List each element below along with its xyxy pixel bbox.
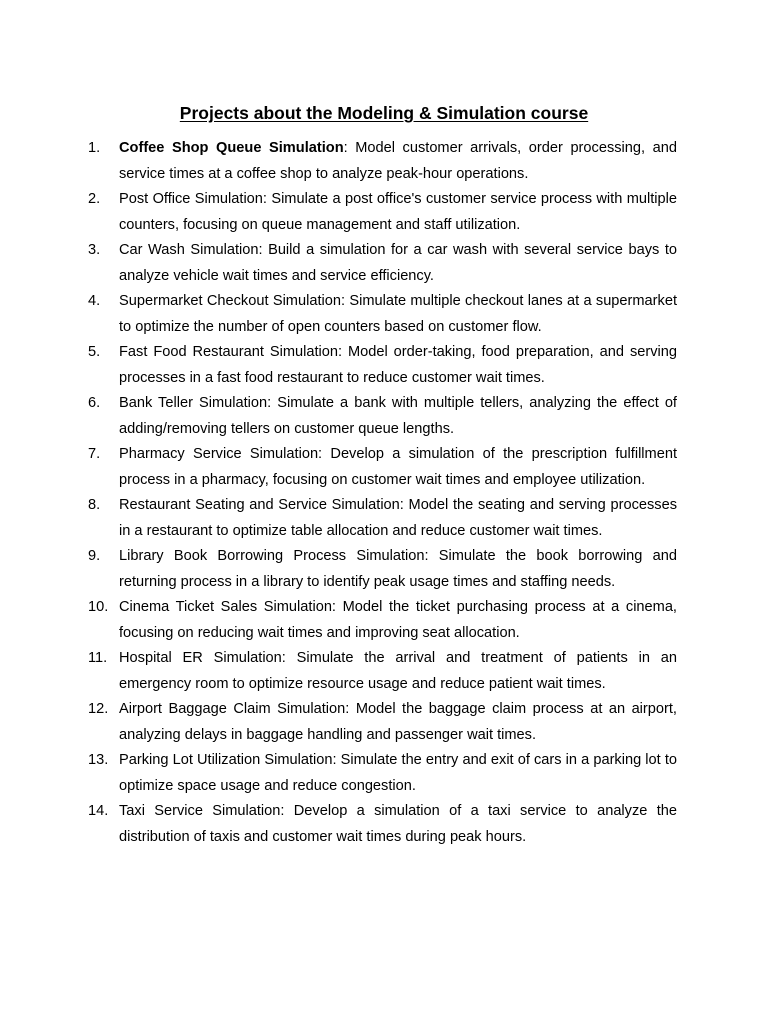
list-item (88, 493, 677, 544)
item-description: Car Wash Simulation: Build a simulation for a car wash with several service bays to analyze vehicle wait times and service efficiency. (119, 242, 677, 284)
item-number: 13. (88, 752, 109, 768)
item-number: 1. (88, 140, 101, 156)
item-description: Taxi Service Simulation: Develop a simulation of a taxi service to analyze the distribution of taxis and customer wait times during peak hours. (119, 803, 677, 845)
item-number: 8. (88, 497, 101, 513)
document-title-text: Projects about the Modeling & Simulation course (179, 103, 589, 123)
list-item (88, 748, 677, 799)
item-description: Airport Baggage Claim Simulation: Model the baggage claim process at an airport, analyzing delays in baggage handling and passenger wait times. (119, 701, 677, 743)
item-description: Library Book Borrowing Process Simulation: Simulate the book borrowing and returning process in a library to identify peak usage times and staffing needs. (119, 548, 677, 590)
item-number: 3. (88, 242, 101, 258)
item-description: Pharmacy Service Simulation: Develop a simulation of the prescription fulfillment process in a pharmacy, focusing on customer wait times and employee utilization. (119, 446, 677, 488)
item-number: 6. (88, 395, 101, 411)
item-number: 4. (88, 293, 101, 309)
item-number: 10. (88, 599, 109, 615)
item-number: 2. (88, 191, 101, 207)
list-item (88, 136, 677, 187)
list-item (88, 238, 677, 289)
item-number: 11. (88, 650, 108, 666)
list-item (88, 391, 677, 442)
item-description: Post Office Simulation: Simulate a post office's customer service process with multiple counters, focusing on queue management and staff utilization. (119, 191, 677, 233)
item-description: Supermarket Checkout Simulation: Simulate multiple checkout lanes at a supermarket to optimize the number of open counters based on customer flow. (119, 293, 677, 335)
list-item (88, 646, 677, 697)
list-item (88, 544, 677, 595)
project-list (88, 136, 677, 850)
list-item (88, 187, 677, 238)
item-description: Parking Lot Utilization Simulation: Simulate the entry and exit of cars in a parking lot to optimize space usage and reduce congestion. (119, 752, 677, 794)
item-text (119, 136, 677, 187)
list-item (88, 799, 677, 850)
item-description: : Model customer arrivals, order processing, and service times at a coffee shop to analyze peak-hour operations. (119, 140, 677, 182)
document-title (0, 101, 768, 125)
list-item (88, 595, 677, 646)
item-description: Fast Food Restaurant Simulation: Model order-taking, food preparation, and serving processes in a fast food restaurant to reduce customer wait times. (119, 344, 677, 386)
item-number: 5. (88, 344, 101, 360)
item-description: Cinema Ticket Sales Simulation: Model the ticket purchasing process at a cinema, focusing on reducing wait times and improving seat allocation. (119, 599, 677, 641)
list-item (88, 340, 677, 391)
item-number: 7. (88, 446, 101, 462)
item-description: Bank Teller Simulation: Simulate a bank with multiple tellers, analyzing the effect of adding/removing tellers on customer queue lengths. (119, 395, 677, 437)
item-description: Hospital ER Simulation: Simulate the arrival and treatment of patients in an emergency room to optimize resource usage and reduce patient wait times. (119, 650, 677, 692)
item-number: 12. (88, 701, 109, 717)
item-bold-title: Coffee Shop Queue Simulation (119, 140, 344, 156)
list-item (88, 697, 677, 748)
item-description: Restaurant Seating and Service Simulation: Model the seating and serving processes in a restaurant to optimize table allocation and reduce customer wait times. (119, 497, 677, 539)
list-item (88, 442, 677, 493)
item-number: 14. (88, 803, 109, 819)
item-number: 9. (88, 548, 101, 564)
list-item (88, 289, 677, 340)
